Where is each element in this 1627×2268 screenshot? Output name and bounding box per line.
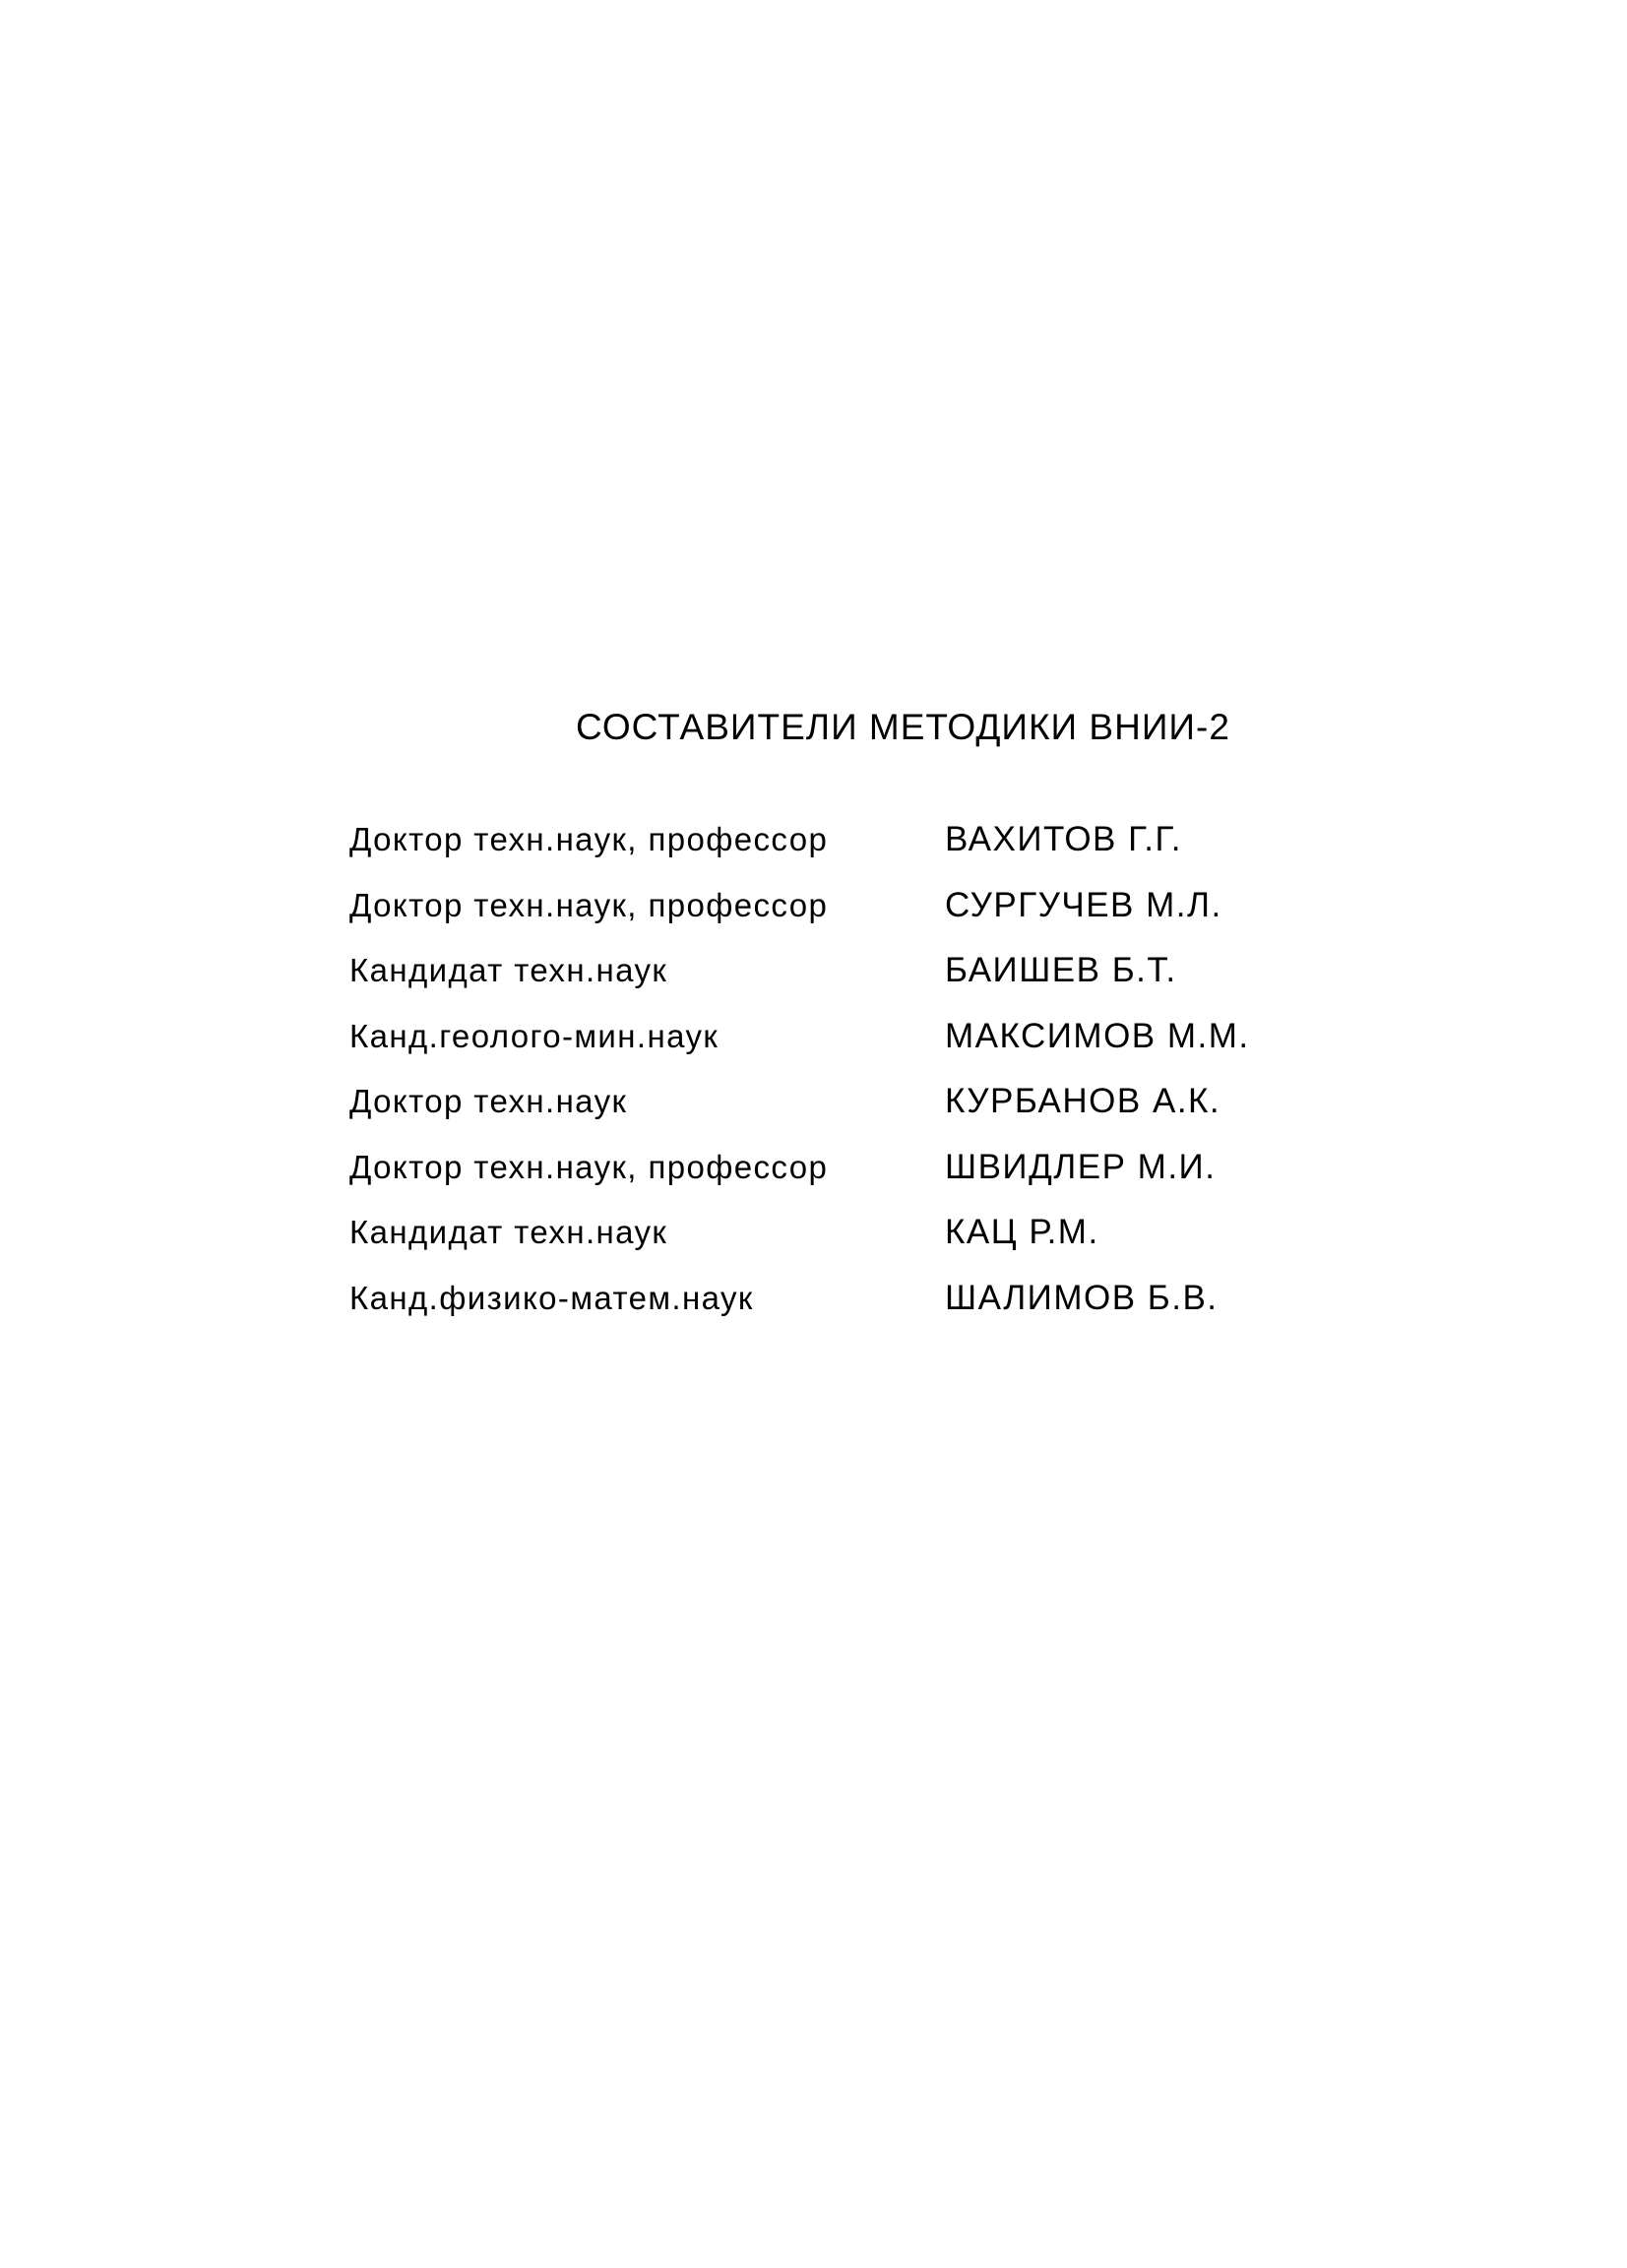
author-degree: Канд.физико-матем.наук — [349, 1279, 754, 1316]
author-degree: Доктор техн.наук, профессор — [349, 886, 829, 923]
author-name: МАКСИМОВ М.М. — [945, 1016, 1250, 1055]
author-row — [349, 820, 1334, 886]
authors-list — [349, 820, 1334, 1344]
author-name: ШАЛИМОВ Б.В. — [945, 1278, 1219, 1317]
author-name: СУРГУЧЕВ М.Л. — [945, 885, 1222, 924]
author-degree: Доктор техн.наук, профессор — [349, 821, 829, 857]
author-degree: Доктор техн.наук — [349, 1083, 628, 1119]
author-row — [349, 951, 1334, 1017]
author-degree: Кандидат техн.наук — [349, 1214, 668, 1250]
author-name: БАИШЕВ Б.Т. — [945, 951, 1177, 989]
author-name: КАЦ Р.М. — [945, 1213, 1099, 1251]
page-heading: СОСТАВИТЕЛИ МЕТОДИКИ ВНИИ-2 — [576, 707, 1230, 747]
author-degree: Кандидат техн.наук — [349, 952, 668, 988]
author-degree: Канд.геолого-мин.наук — [349, 1017, 720, 1054]
author-name: ВАХИТОВ Г.Г. — [945, 820, 1182, 858]
author-row — [349, 1082, 1334, 1148]
author-row — [349, 1213, 1334, 1279]
author-name: ШВИДЛЕР М.И. — [945, 1147, 1217, 1186]
author-row — [349, 1017, 1334, 1083]
author-degree: Доктор техн.наук, профессор — [349, 1148, 829, 1185]
author-row — [349, 886, 1334, 952]
author-row — [349, 1148, 1334, 1214]
author-row — [349, 1279, 1334, 1345]
author-name: КУРБАНОВ А.К. — [945, 1082, 1221, 1120]
